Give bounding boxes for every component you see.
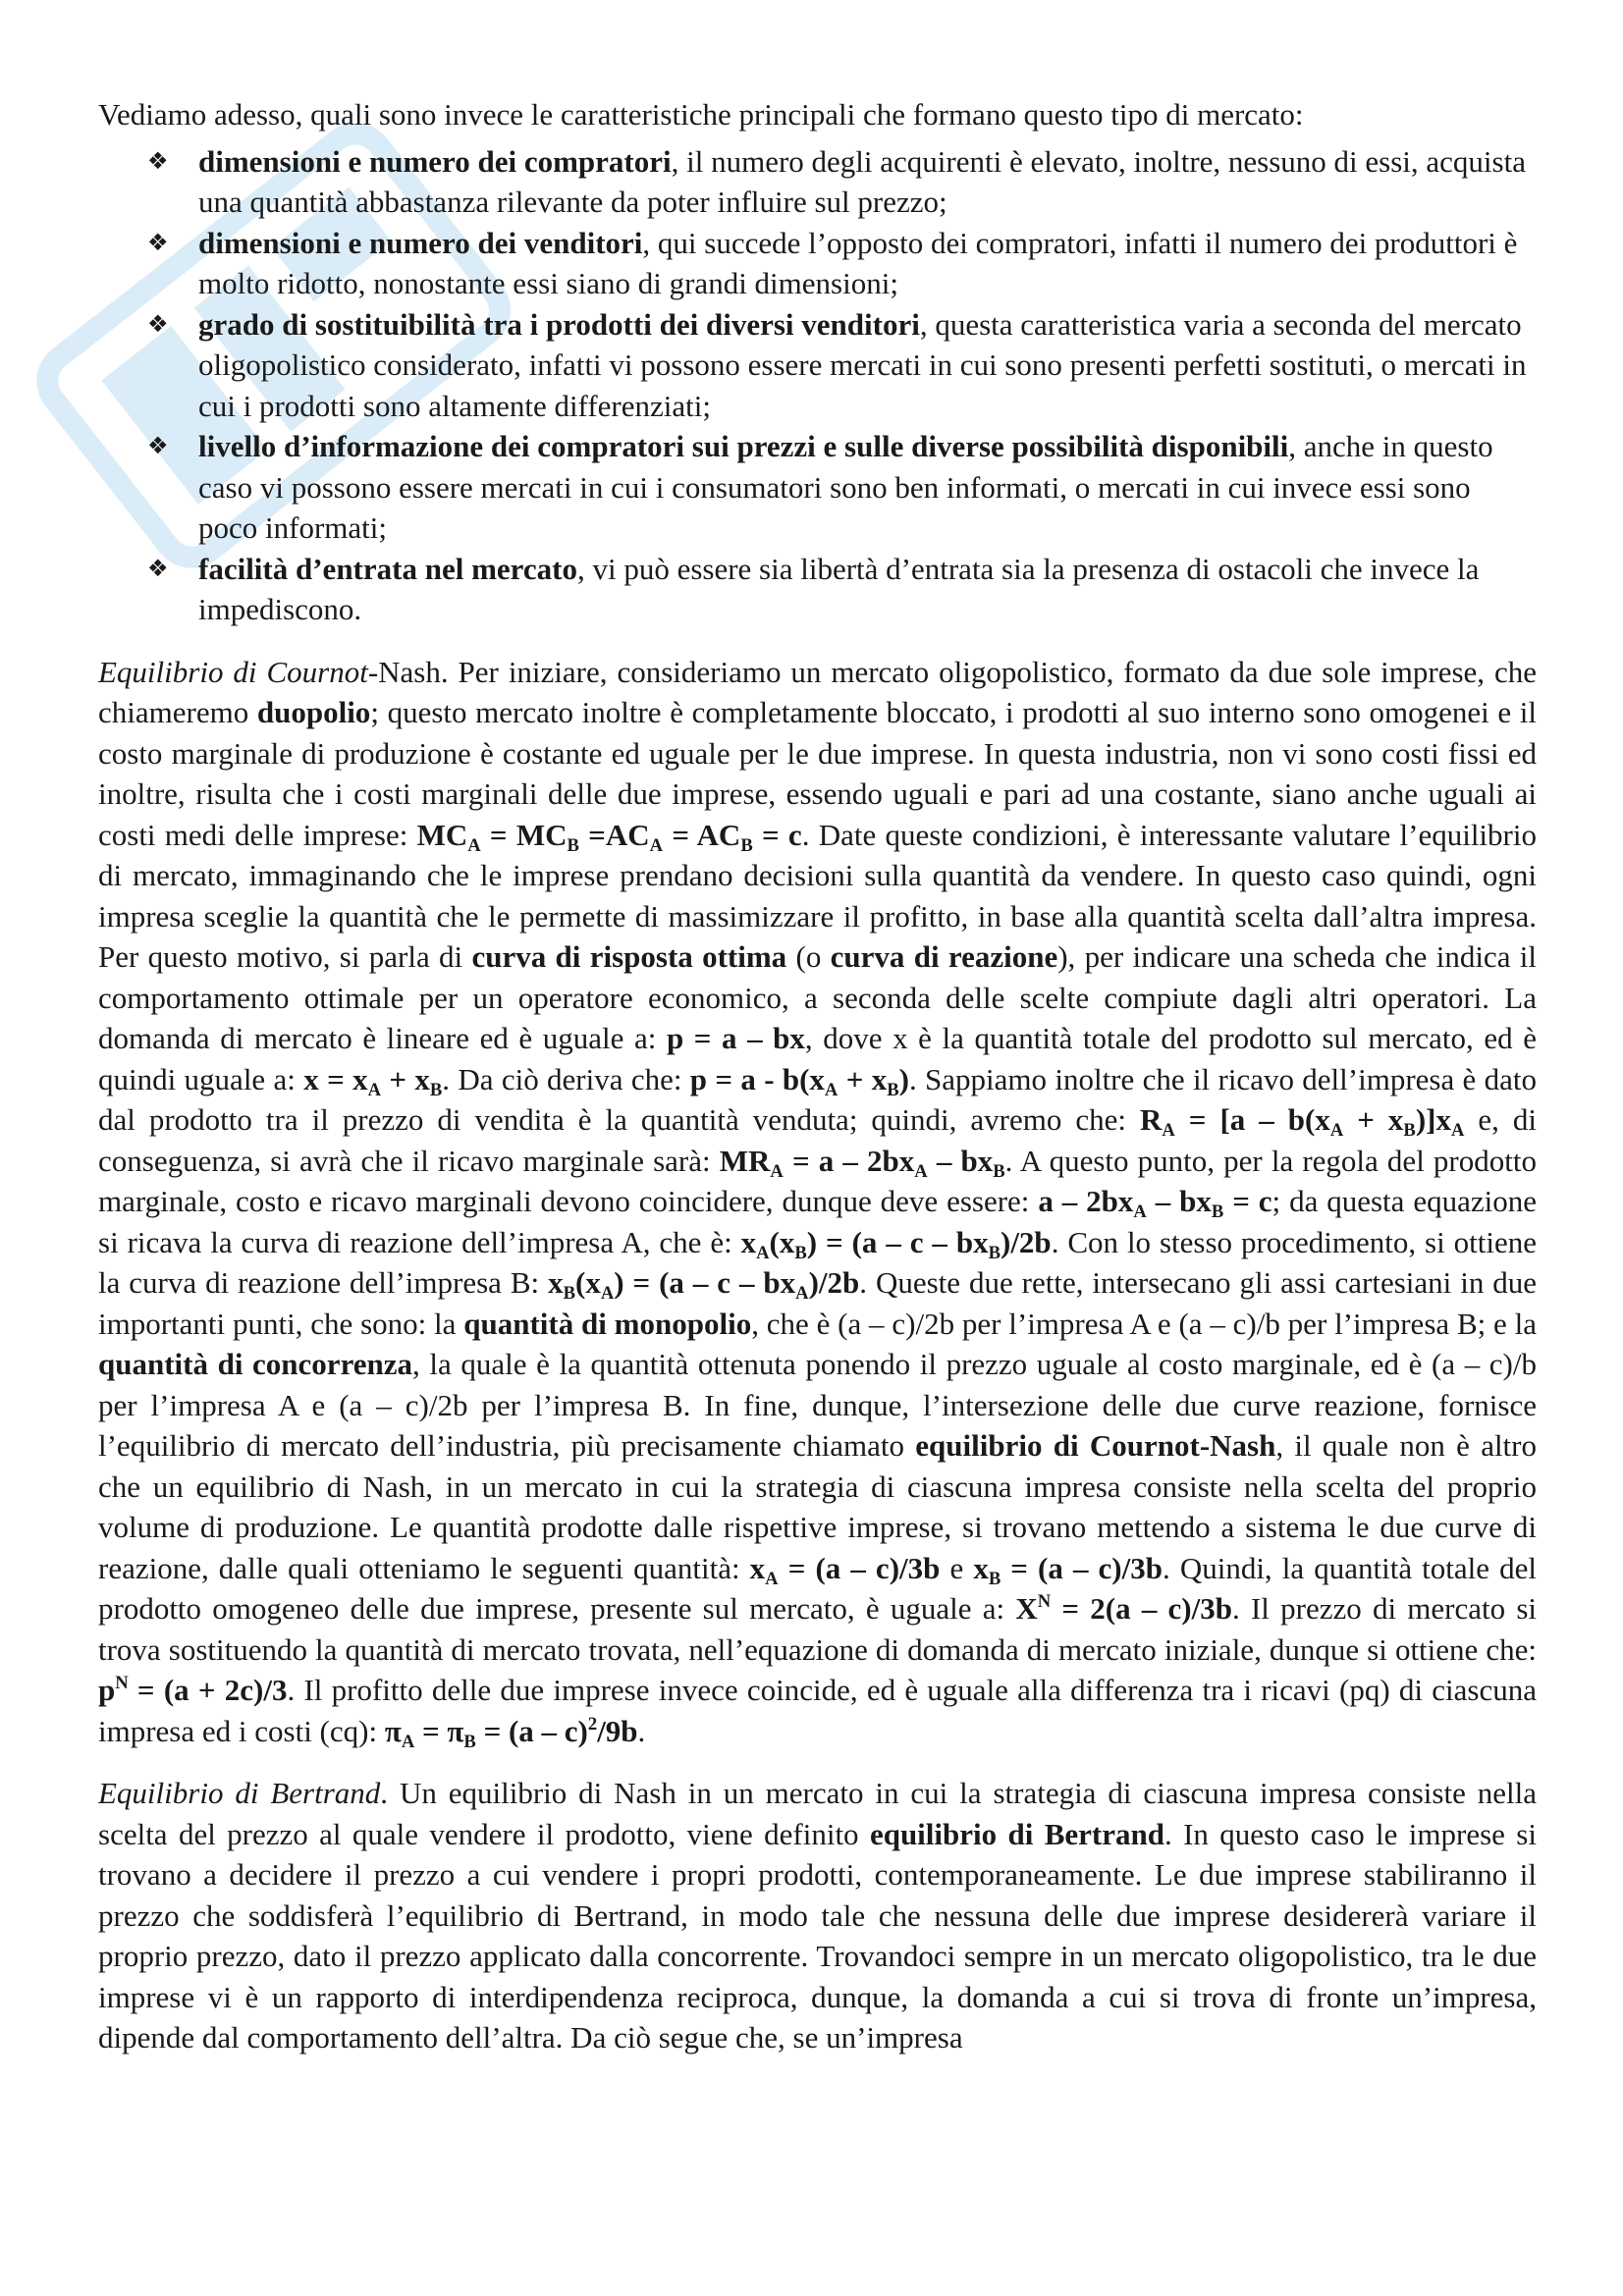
intro-paragraph: Vediamo adesso, quali sono invece le caratteristiche principali che formano questo tipo di mercato:: [98, 97, 1304, 132]
characteristics-list: [98, 141, 1537, 630]
formula-quantity-b: $x_B = (a - c)/3b$: [973, 1550, 1163, 1589]
list-item: ❖ facilità d’entrata nel mercato, vi può essere sia libertà d’entrata sia la presenza di ostacoli che invece la impediscono.: [98, 549, 1537, 630]
cournot-paragraph: Equilibrio di Cournot-Nash. Per iniziare, consideriamo un mercato oligopolistico, formato da due sole imprese, che chiameremo duopolio; questo mercato inoltre è completamente bloccato, i prodotti al suo interno sono omogenei e il costo marginale di produzione è costante ed uguale per le due imprese. In questa industria, non vi sono costi fissi ed inoltre, risulta che i costi marginali delle due imprese, essendo uguali e pari ad una costante, siano anche uguali ai costi medi delle imprese: $MC_A = MC_B =AC_A = AC_B = c$. Date queste condizioni, è interessante valutare l’equilibrio di mercato, immaginando che le imprese prendano decisioni sulla quantità da vendere. In questo caso quindi, ogni impresa sceglie la quantità che le permette di massimizzare il profitto, in base alla quantità scelta dall’altra impresa. Per questo motivo, si parla di curva di risposta ottima (o curva di reazione), per indicare una scheda che indica il comportamento ottimale per un operatore economico, a seconda delle scelte compiute dagli altri operatori. La domanda di mercato è lineare ed è uguale a: p = a – bx, dove x è la quantità totale del prodotto sul mercato, ed è quindi uguale a: $x = x_A + x_B$. Da ciò deriva che: $p = a - b(x_A + x_B)$. Sappiamo inoltre che il ricavo dell’impresa è dato dal prodotto tra il prezzo di vendita è la quantità venduta; quindi, avremo che: $R_A = [a - b(x_A + x_B)]x_A$ e, di conseguenza, si avrà che il ricavo marginale sarà: $MR_A = a - 2bx_A - bx_B$. A questo punto, per la regola del prodotto marginale, costo e ricavo marginali devono coincidere, dunque deve essere: $a - 2bx_A - bx_B = c$; da questa equazione si ricava la curva di reazione dell’impresa A, che è: $x_A(x_B) = (a - c - bx_B)/2b$. Con lo stesso procedimento, si ottiene la curva di reazione dell’impresa B: $x_B(x_A) = (a - c - bx_A)/2b$. Queste due rette, intersecano gli assi cartesiani in due importanti punti, che sono: la quantità di monopolio, che è (a – c)/2b per l’impresa A e (a – c)/b per l’impresa B; e la quantità di concorrenza, la quale è la quantità ottenuta ponendo il prezzo uguale al costo marginale, ed è (a – c)/b per l’impresa A e (a – c)/2b per l’impresa B. In fine, dunque, l’intersezione delle due curve reazione, fornisce l’equilibrio di mercato dell’industria, più precisamente chiamato equilibrio di Cournot-Nash, il quale non è altro che un equilibrio di Nash, in un mercato in cui la strategia di ciascuna impresa consiste nella scelta del proprio volume di produzione. Le quantità prodotte dalle rispettive imprese, si trovano mettendo a sistema le due curve di reazione, dalle quali otteniamo le seguenti quantità: $x_A = (a - c)/3b$ e $x_B = (a - c)/3b$. Quindi, la quantità totale del prodotto omogeneo delle due imprese, presente sul mercato, è uguale a: $X^N = 2(a - c)/3b$. Il prezzo di mercato si trova sostituendo la quantità di mercato trovata, nell’equazione di domanda di mercato iniziale, dunque si ottiene che: $p^N = (a + 2c)/3$. Il profitto delle due imprese invece coincide, ed è uguale alla differenza tra i ricavi (pq) di ciascuna impresa ed i costi (cq): $\pi_A = \pi_B = (a - c)^2/9b$.: [98, 654, 1538, 1752]
diamond-bullet-icon: ❖: [147, 432, 169, 459]
formula-reaction-a: $x_A(x_B) = (a - c - bx_B)/2b$: [740, 1224, 1052, 1263]
diamond-bullet-icon: ❖: [147, 309, 169, 338]
list-item: ❖ livello d’informazione dei compratori sui prezzi e sulle diverse possibilità disponibili, anche in questo caso vi possono essere mercati in cui i consumatori sono ben informati, o mercati in cui invece essi sono poco informati;: [98, 426, 1537, 549]
document-page: [98, 94, 1537, 2058]
formula-total-quantity: $x = x_A + x_B$: [303, 1061, 443, 1100]
formula-equality: $a - 2bx_A - bx_B = c$: [1038, 1184, 1272, 1222]
formula-profit: $\pi_A = \pi_B = (a - c)^2/9b$: [384, 1713, 638, 1752]
formula-costs: $MC_A = MC_B =AC_A = AC_B = c$: [416, 817, 802, 856]
list-item: ❖ grado di sostituibilità tra i prodotti dei diversi venditori, questa caratteristica varia a seconda del mercato oligopolistico considerato, infatti vi possono essere mercati in cui sono presenti perfetti sostituti, o mercati in cui i prodotti sono altamente differenziati;: [98, 304, 1537, 427]
list-item: ❖ dimensioni e numero dei venditori, qui succede l’opposto dei compratori, infatti il numero dei produttori è molto ridotto, nonostante essi siano di grandi dimensioni;: [98, 223, 1537, 304]
formula-quantity-a: $x_A = (a - c)/3b$: [749, 1550, 941, 1589]
list-item: ❖ dimensioni e numero dei compratori, il numero degli acquirenti è elevato, inoltre, nessuno di essi, acquista una quantità abbastanza rilevante da poter influire sul prezzo;: [98, 141, 1537, 223]
formula-total-nash: $X^N = 2(a - c)/3b$: [1015, 1591, 1232, 1626]
diamond-bullet-icon: ❖: [147, 554, 169, 582]
bertrand-title: Equilibrio di Bertrand: [98, 1776, 381, 1810]
bertrand-paragraph: Equilibrio di Bertrand. Un equilibrio di Nash in un mercato in cui la strategia di ciascuna impresa consiste nella scelta del prezzo al quale vendere il prodotto, viene definito equilibrio di Bertrand. In questo caso le imprese si trovano a decidere il prezzo a cui vendere i propri prodotti, contemporaneamente. Le due imprese stabiliranno il prezzo che soddisferà l’equilibrio di Bertrand, in modo tale che nessuna delle due imprese desidererà variare il proprio prezzo, dato il prezzo applicato dalla concorrente. Trovandoci sempre in un mercato oligopolistico, tra le due imprese vi è un rapporto di interdipendenza reciproca, dunque, la domanda a cui si trova di fronte un’impresa, dipende dal comportamento dell’altra. Da ciò segue che, se un’impresa: [98, 1776, 1537, 2055]
diamond-bullet-icon: ❖: [147, 146, 169, 175]
formula-revenue: $R_A = [a - b(x_A + x_B)]x_A$: [1139, 1102, 1465, 1141]
formula-price: $p = a - b(x_A + x_B)$: [689, 1061, 909, 1100]
formula-reaction-b: $x_B(x_A) = (a - c - bx_A)/2b$: [548, 1265, 860, 1304]
diamond-bullet-icon: ❖: [147, 228, 169, 256]
cournot-title: Equilibrio di Cournot: [98, 654, 368, 689]
formula-marginal-revenue: $MR_A = a - 2bx_A - bx_B$: [719, 1143, 1005, 1182]
formula-price-nash: $p^N = (a + 2c)/3$: [98, 1673, 288, 1707]
